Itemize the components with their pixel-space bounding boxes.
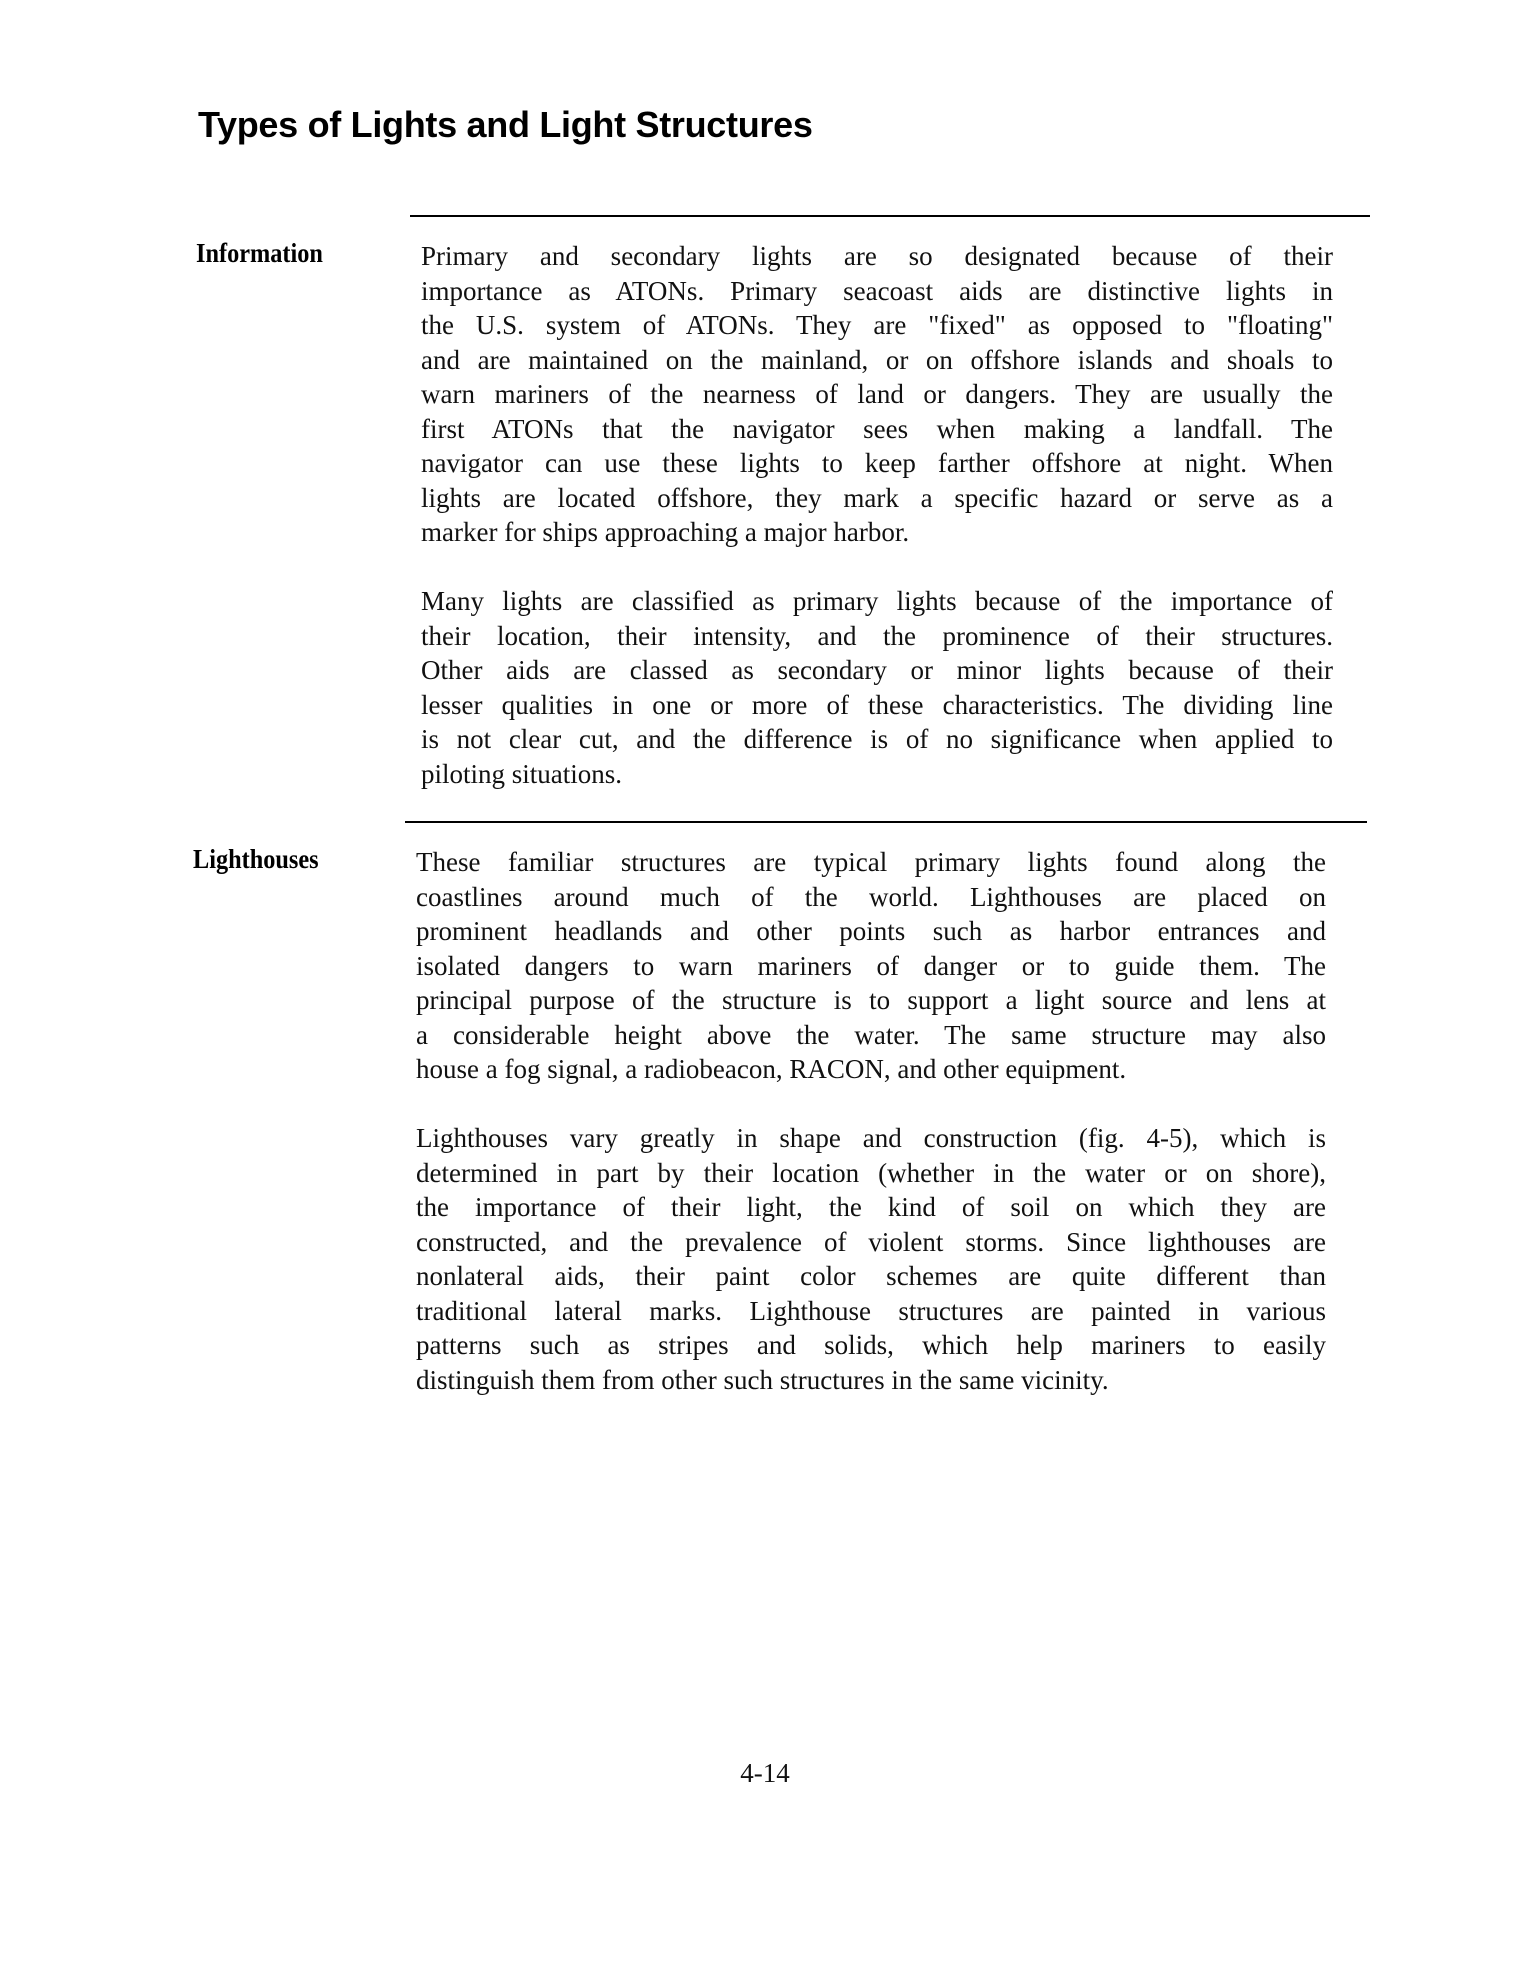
text-line: These familiar structures are typical primary lights found along the — [416, 847, 1326, 877]
text-line: coastlines around much of the world. Lighthouses are placed on — [416, 881, 1326, 912]
text-line: Lighthouses vary greatly in shape and construction (fig. 4-5), which is — [416, 1123, 1326, 1153]
text-line: and are maintained on the mainland, or on offshore islands and shoals to — [421, 344, 1333, 375]
text-line: lesser qualities in one or more of these characteristics. The dividing line — [421, 689, 1333, 720]
text-line: Many lights are classified as primary lights because of the importance of — [421, 586, 1333, 616]
text-line: nonlateral aids, their paint color schemes are quite different than — [416, 1261, 1326, 1291]
text-line: Other aids are classed as secondary or minor lights because of their — [421, 655, 1333, 685]
paragraph — [416, 845, 1326, 1087]
text-line: warn mariners of the nearness of land or dangers. They are usually the — [421, 379, 1333, 409]
section-divider — [405, 821, 1367, 823]
section-label-information: Information — [196, 238, 323, 268]
text-line: distinguish them from other such structures in the same vicinity. — [416, 1364, 1109, 1395]
text-line: Primary and secondary lights are so designated because of their — [421, 241, 1333, 271]
text-line: the U.S. system of ATONs. They are "fixed" as opposed to "floating" — [421, 310, 1333, 340]
paragraph — [416, 1121, 1326, 1397]
text-line: principal purpose of the structure is to support a light source and lens at — [416, 985, 1326, 1015]
section-body-information — [421, 239, 1333, 826]
text-line: isolated dangers to warn mariners of danger or to guide them. The — [416, 950, 1326, 981]
text-line: marker for ships approaching a major harbor. — [421, 517, 910, 547]
paragraph — [421, 239, 1333, 550]
text-line: determined in part by their location (whether in the water or on shore), — [416, 1157, 1326, 1188]
section-body-lighthouses — [416, 845, 1326, 1432]
text-line: a considerable height above the water. The same structure may also — [416, 1019, 1326, 1050]
text-line: their location, their intensity, and the prominence of their structures. — [421, 620, 1333, 651]
text-line: is not clear cut, and the difference is of no significance when applied to — [421, 724, 1333, 754]
text-line: traditional lateral marks. Lighthouse structures are painted in various — [416, 1295, 1326, 1326]
text-line: constructed, and the prevalence of violent storms. Since lighthouses are — [416, 1226, 1326, 1257]
text-line: prominent headlands and other points such as harbor entrances and — [416, 916, 1326, 946]
page-title: Types of Lights and Light Structures — [198, 104, 813, 145]
text-line: navigator can use these lights to keep farther offshore at night. When — [421, 448, 1333, 478]
section-divider — [410, 215, 1370, 217]
text-line: first ATONs that the navigator sees when making a landfall. The — [421, 413, 1333, 444]
text-line: patterns such as stripes and solids, which help mariners to easily — [416, 1330, 1326, 1360]
paragraph — [421, 584, 1333, 791]
text-line: piloting situations. — [421, 758, 623, 789]
text-line: lights are located offshore, they mark a specific hazard or serve as a — [421, 482, 1333, 513]
text-line: house a fog signal, a radiobeacon, RACON, and other equipment. — [416, 1054, 1127, 1084]
text-line: importance as ATONs. Primary seacoast aids are distinctive lights in — [421, 275, 1333, 306]
text-line: the importance of their light, the kind of soil on which they are — [416, 1192, 1326, 1222]
section-label-lighthouses: Lighthouses — [193, 844, 319, 874]
page-number: 4-14 — [740, 1758, 790, 1788]
